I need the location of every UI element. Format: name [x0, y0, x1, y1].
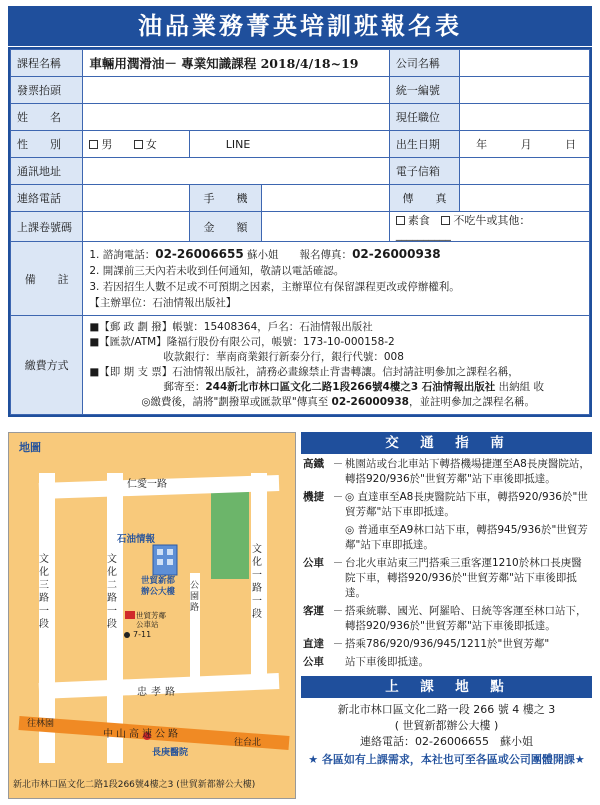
label-hospital: 長庚醫院 [152, 748, 189, 758]
gender-male-option[interactable]: 男 [89, 136, 112, 152]
phone-label: 連絡電話 [11, 185, 83, 212]
traffic-dash: － [332, 605, 344, 617]
fax-field[interactable] [460, 185, 590, 212]
traffic-row [301, 556, 592, 601]
class-note: ★ 各區如有上課需求，本社也可至各區或公司團體開課★ [308, 753, 585, 766]
traffic-dash [331, 523, 345, 553]
label-building: 世貿新都辦公大樓 [141, 576, 176, 597]
traffic-heading: 交 通 指 南 [301, 432, 592, 454]
traffic-guide [301, 432, 592, 799]
job-field[interactable] [460, 104, 590, 131]
label-wenhua1: 文化一路一段 [252, 544, 262, 620]
gender-label: 性 別 [11, 131, 83, 158]
invoice-field[interactable] [83, 77, 390, 104]
invoice-label: 發票抬頭 [11, 77, 83, 104]
label-publisher: 石油情報 [117, 534, 156, 545]
notes-content [83, 242, 590, 316]
label-wenhua2: 文化二路一段 [107, 554, 117, 630]
pay-line-6: ◎繳費後，請將"劃撥單或匯款單"傳真至 02-26000938，並註明參加之課程名稱。 [141, 396, 535, 408]
traffic-dash: － [332, 557, 344, 569]
birth-field[interactable] [460, 131, 590, 158]
checkbox-icon[interactable] [396, 216, 405, 225]
notes-label: 備 註 [11, 242, 83, 316]
pay-line-4: ■【即 期 支 票】石油情報出版社，請務必畫線禁止背書轉讓。信封請註明參加之課程名稱， [89, 366, 519, 378]
traffic-mode: 直達 [303, 638, 324, 650]
pay-line-2: ■【匯款/ATM】隆福行股份有限公司，帳號：173-10-000158-2 [89, 336, 395, 348]
traffic-row [301, 604, 592, 634]
traffic-mode: 機捷 [303, 491, 324, 503]
year-label: 年 [476, 138, 488, 151]
traffic-text: 台北火車站東三門搭乘三重客運1210於林口長庚醫院下車，轉搭920/936於"世貿芳鄰"站下車後即抵達。 [345, 557, 582, 599]
traffic-text: ◎ 普通車至A9林口站下車，轉搭945/936於"世貿芳鄰"站下車即抵達。 [345, 524, 588, 551]
traffic-dash: － [332, 491, 344, 503]
traffic-text: 搭乘統聯、國光、阿羅哈、日統等客運至林口站下，轉搭920/936於"世貿芳鄰"站下車後即抵達。 [345, 605, 587, 632]
mobile-label: 手 機 [189, 185, 261, 212]
traffic-dash: － [332, 458, 344, 470]
payment-content [83, 316, 590, 415]
checkbox-icon[interactable] [134, 140, 143, 149]
label-renai: 仁愛一路 [127, 479, 167, 490]
traffic-rows [301, 457, 592, 670]
traffic-mode [303, 523, 331, 553]
traffic-dash [331, 655, 345, 670]
company-field[interactable] [460, 50, 590, 77]
ticket-field[interactable] [83, 212, 189, 242]
checkbox-icon[interactable] [89, 140, 98, 149]
label-wenhua3: 文化三路一段 [39, 554, 49, 630]
registration-form [8, 47, 592, 417]
company-label: 公司名稱 [389, 50, 459, 77]
no-beef-blank[interactable]: __________ [395, 228, 451, 241]
tax-id-label: 統一編號 [389, 77, 459, 104]
traffic-text: 站下車後即抵達。 [345, 656, 429, 668]
pay-line-5: 郵寄至：244新北市林口區文化二路1段266號4樓之3 石油情報出版社 出納組 收 [163, 381, 544, 393]
line-field[interactable] [189, 131, 389, 158]
note-line-2: 2. 開課前三天內若未收到任何通知，敬請以電話確認。 [89, 265, 345, 277]
traffic-mode: 客運 [303, 605, 324, 617]
label-zhongxiao: 忠孝路 [137, 687, 179, 698]
meal-options [389, 212, 589, 242]
fax-label: 傳 真 [389, 185, 459, 212]
email-label: 電子信箱 [389, 158, 459, 185]
traffic-dash: － [332, 638, 344, 650]
day-label: 日 [565, 138, 577, 151]
birth-label: 出生日期 [389, 131, 459, 158]
traffic-row [301, 637, 592, 652]
traffic-row [301, 523, 592, 553]
tax-id-field[interactable] [460, 77, 590, 104]
map-caption: 新北市林口區文化二路1段266號4樓之3 (世貿新都辦公大樓) [13, 780, 256, 790]
note-line-1: 1. 諮詢電話：02-26006655 蘇小姐 報名傳真：02-26000938 [89, 247, 441, 261]
gender-female-option[interactable]: 女 [134, 136, 157, 152]
line-label: LINE [225, 137, 251, 151]
name-field[interactable] [83, 104, 390, 131]
traffic-text: 搭乘786/920/936/945/1211於"世貿芳鄰" [345, 638, 550, 650]
traffic-text: ◎ 直達車至A8長庚醫院站下車，轉搭920/936於"世貿芳鄰"站下車即抵達。 [345, 491, 588, 518]
pay-line-3: 收款銀行：華南商業銀行新泰分行，銀行代號：008 [163, 351, 404, 363]
job-label: 現任職位 [389, 104, 459, 131]
traffic-row [301, 457, 592, 487]
name-label: 姓 名 [11, 104, 83, 131]
email-field[interactable] [460, 158, 590, 185]
map-title: 地圖 [19, 441, 41, 454]
bus-icon [125, 611, 135, 619]
traffic-row [301, 655, 592, 670]
amount-field[interactable] [262, 212, 390, 242]
label-store: 7-11 [133, 630, 152, 639]
park-area [211, 481, 249, 579]
checkbox-icon[interactable] [441, 216, 450, 225]
traffic-mode: 公車 [303, 656, 324, 668]
label-highway: 中山高速公路 [103, 729, 181, 740]
mobile-field[interactable] [262, 185, 390, 212]
course-label: 課程名稱 [11, 50, 83, 77]
note-line-4: 【主辦單位：石油情報出版社】 [89, 297, 237, 309]
location-map [8, 432, 296, 799]
class-building: ( 世貿新都辦公大樓 ) [394, 719, 499, 732]
label-to-taipei: 往台北 [234, 738, 262, 748]
course-value: 車輛用潤滑油－ 專業知識課程 2018/4/18~19 [83, 50, 390, 77]
traffic-mode: 公車 [303, 557, 324, 569]
traffic-row [301, 490, 592, 520]
amount-label: 金 額 [189, 212, 261, 242]
veg-label: 素食 [407, 214, 430, 227]
payment-label: 繳費方式 [11, 316, 83, 415]
traffic-text: 桃園站或台北車站下轉搭機場捷運至A8長庚醫院站，轉搭920/936於"世貿芳鄰"站下車後即抵達。 [345, 458, 590, 485]
phone-field[interactable] [83, 185, 189, 212]
class-address: 新北市林口區文化二路一段 266 號 4 樓之 3 [337, 703, 556, 716]
form-title: 油品業務菁英培訓班報名表 [8, 6, 592, 46]
building-icon [153, 545, 177, 575]
note-line-3: 3. 若因招生人數不足或不可預期之因素，主辦單位有保留課程更改或停辦權利。 [89, 281, 460, 293]
no-beef-label: 不吃牛或其他： [453, 214, 531, 227]
ticket-label: 上課卷號碼 [11, 212, 83, 242]
month-label: 月 [520, 138, 532, 151]
traffic-mode: 高鐵 [303, 458, 324, 470]
pay-line-1: ■【郵 政 劃 撥】帳號：15408364，戶名：石油情報出版社 [89, 321, 373, 333]
gender-options [83, 131, 189, 158]
label-gongyuan: 公園路 [190, 581, 200, 613]
address-label: 通訊地址 [11, 158, 83, 185]
label-bus-stop: 世貿芳鄰公車站 [136, 611, 166, 629]
class-phone: 連絡電話：02-26006655 蘇小姐 [360, 735, 533, 748]
address-field[interactable] [83, 158, 390, 185]
label-to-linyuan: 往林園 [27, 719, 55, 729]
class-location-heading: 上 課 地 點 [301, 676, 592, 698]
store-icon [124, 632, 130, 638]
